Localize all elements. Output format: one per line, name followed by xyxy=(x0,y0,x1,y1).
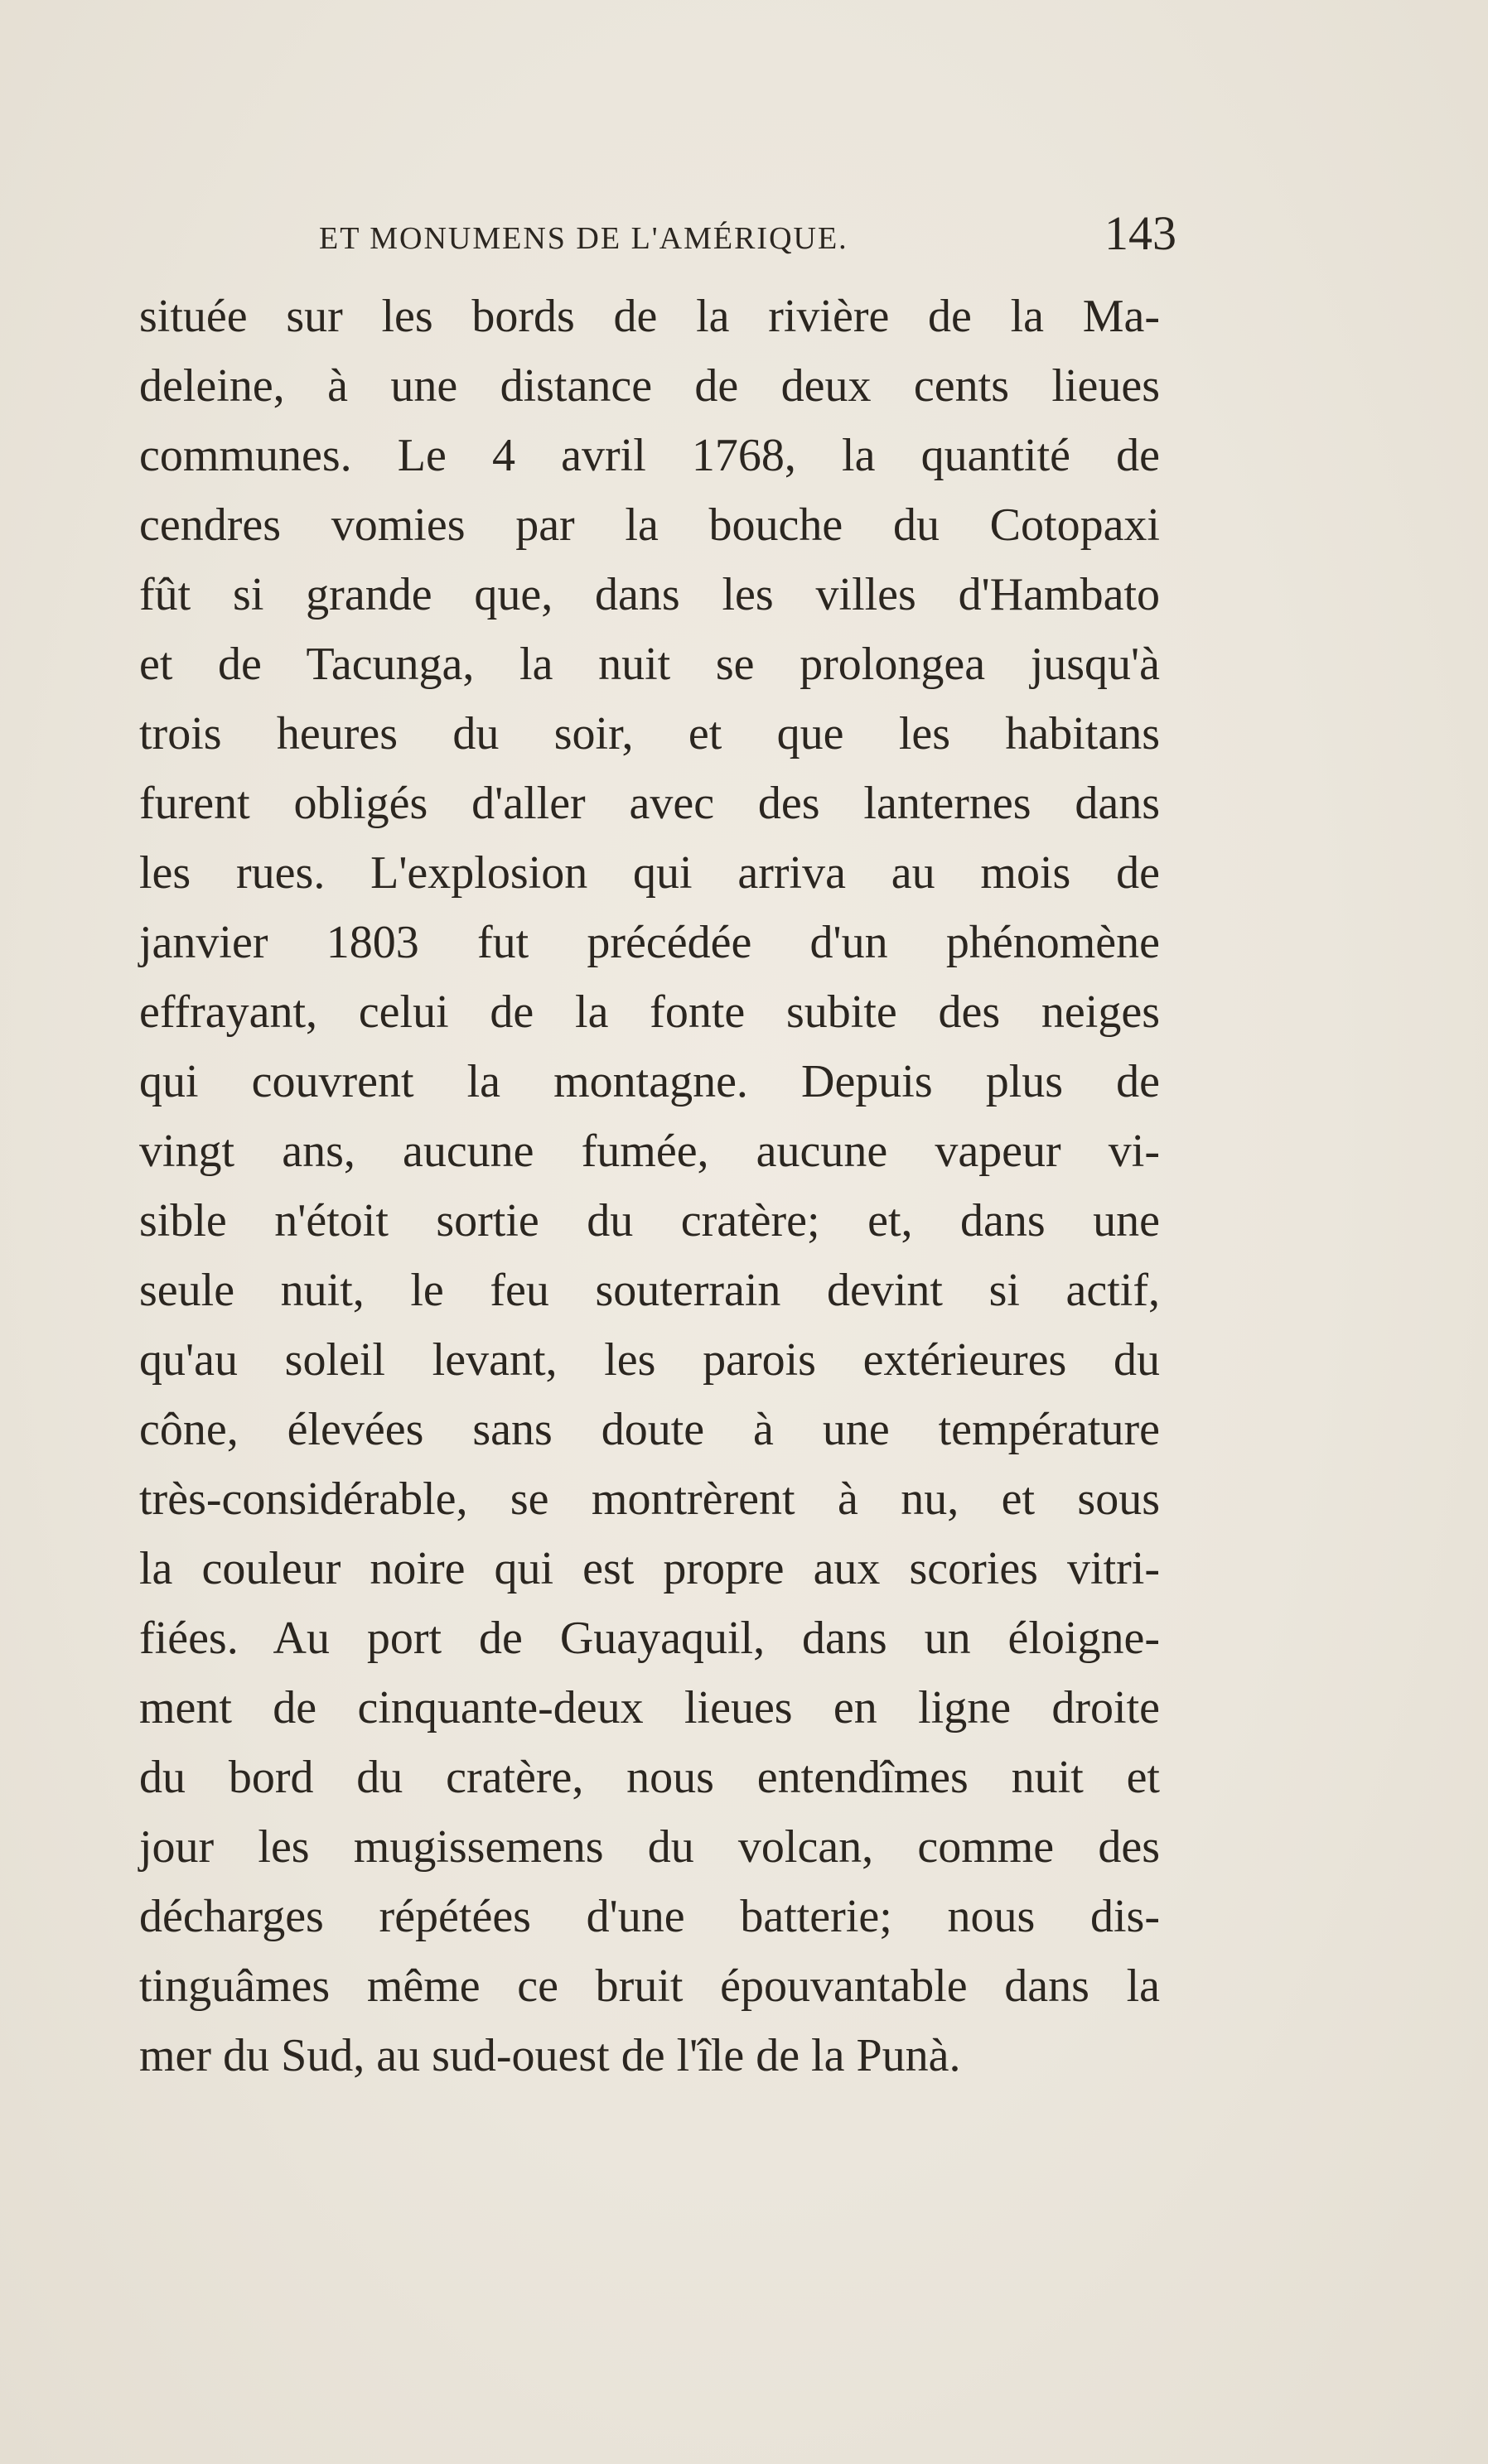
text-line: décharges répétées d'une batterie; nous dis- xyxy=(139,1891,1160,1942)
text-line: trois heures du soir, et que les habitans xyxy=(139,708,1160,759)
text-line: deleine, à une distance de deux cents lieues xyxy=(139,360,1160,412)
text-line: mer du Sud, au sud-ouest de l'île de la Punà. xyxy=(139,2030,961,2081)
text-line: jour les mugissemens du volcan, comme des xyxy=(139,1821,1160,1873)
text-line: la couleur noire qui est propre aux scories vitri- xyxy=(139,1543,1160,1594)
text-line: tinguâmes même ce bruit épouvantable dans la xyxy=(139,1960,1160,2012)
text-line: fiées. Au port de Guayaquil, dans un éloigne- xyxy=(139,1613,1160,1664)
text-line: ment de cinquante-deux lieues en ligne droite xyxy=(139,1682,1160,1733)
text-line: située sur les bords de la rivière de la Ma- xyxy=(139,291,1160,342)
text-line: janvier 1803 fut précédée d'un phénomène xyxy=(139,917,1160,968)
text-line: très-considérable, se montrèrent à nu, et sous xyxy=(139,1473,1160,1525)
text-line: effrayant, celui de la fonte subite des neiges xyxy=(139,986,1160,1038)
text-line: vingt ans, aucune fumée, aucune vapeur vi- xyxy=(139,1126,1160,1177)
text-line: du bord du cratère, nous entendîmes nuit et xyxy=(139,1752,1160,1803)
text-line: seule nuit, le feu souterrain devint si actif, xyxy=(139,1265,1160,1316)
text-line: cône, élevées sans doute à une température xyxy=(139,1404,1160,1455)
text-line: furent obligés d'aller avec des lanternes dans xyxy=(139,778,1160,829)
text-line: sible n'étoit sortie du cratère; et, dans une xyxy=(139,1195,1160,1246)
body-text xyxy=(139,282,1160,2090)
text-line: les rues. L'explosion qui arriva au mois de xyxy=(139,847,1160,899)
text-line: cendres vomies par la bouche du Cotopaxi xyxy=(139,499,1160,551)
text-line: et de Tacunga, la nuit se prolongea jusqu'à xyxy=(139,639,1160,690)
running-head-title: ET MONUMENS DE L'AMÉRIQUE. xyxy=(319,221,848,256)
text-line: qu'au soleil levant, les parois extérieures du xyxy=(139,1334,1160,1386)
running-head xyxy=(319,195,1176,278)
text-line: communes. Le 4 avril 1768, la quantité de xyxy=(139,430,1160,481)
page-number: 143 xyxy=(1104,206,1176,260)
text-line: qui couvrent la montagne. Depuis plus de xyxy=(139,1056,1160,1107)
text-line: fût si grande que, dans les villes d'Hambato xyxy=(139,569,1160,620)
